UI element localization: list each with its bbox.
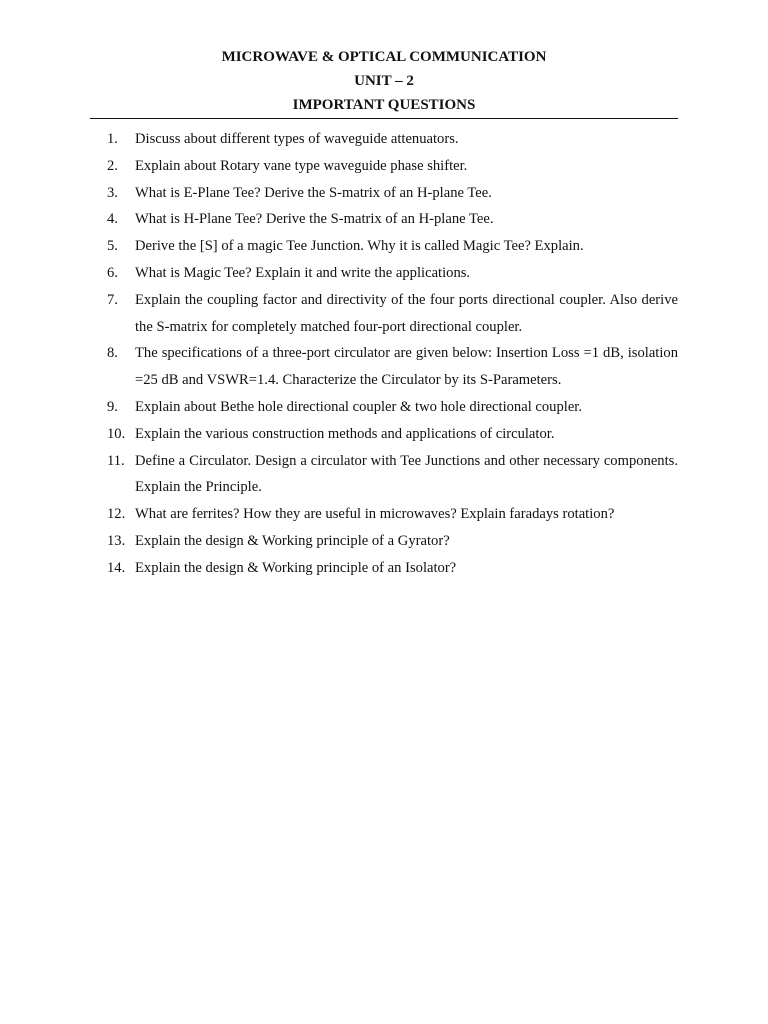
question-item bbox=[107, 233, 678, 260]
question-item bbox=[107, 153, 678, 180]
question-text: What are ferrites? How they are useful in microwaves? Explain faradays rotation? bbox=[135, 506, 615, 523]
question-number: 11. bbox=[107, 452, 125, 469]
question-text: Explain the various construction methods and applications of circulator. bbox=[135, 425, 555, 442]
question-number: 1. bbox=[107, 131, 118, 147]
question-text: The specifications of a three-port circulator are given below: Insertion Loss =1 dB, isolation =25 dB and VSWR=1.4. Characterize the Circulator by its S-Parameters. bbox=[135, 345, 678, 389]
question-item bbox=[107, 528, 678, 555]
question-item bbox=[107, 421, 678, 448]
question-text: Discuss about different types of waveguide attenuators. bbox=[135, 131, 459, 147]
question-text: What is H-Plane Tee? Derive the S-matrix of an H-plane Tee. bbox=[135, 211, 494, 228]
question-number: 5. bbox=[107, 238, 118, 255]
question-item bbox=[107, 448, 678, 502]
question-number: 3. bbox=[107, 184, 118, 201]
question-item bbox=[107, 340, 678, 394]
question-text: Explain the coupling factor and directivity of the four ports directional coupler. Also derive the S-matrix for completely matched four-port directional coupler. bbox=[135, 291, 678, 335]
question-number: 8. bbox=[107, 345, 118, 362]
question-item bbox=[107, 126, 678, 153]
question-number: 4. bbox=[107, 211, 118, 228]
question-number: 14. bbox=[107, 559, 126, 576]
question-number: 10. bbox=[107, 425, 126, 442]
section-title: IMPORTANT QUESTIONS bbox=[292, 97, 476, 113]
document-header bbox=[0, 45, 768, 117]
question-item bbox=[107, 394, 678, 421]
question-text: Explain the design & Working principle of an Isolator? bbox=[135, 559, 457, 576]
question-number: 12. bbox=[107, 506, 126, 523]
question-list bbox=[107, 126, 678, 582]
question-item bbox=[107, 555, 678, 582]
question-text: Explain the design & Working principle of a Gyrator? bbox=[135, 532, 450, 549]
question-number: 13. bbox=[107, 532, 126, 549]
question-text: What is Magic Tee? Explain it and write the applications. bbox=[135, 264, 471, 281]
question-item bbox=[107, 501, 678, 528]
question-item bbox=[107, 180, 678, 207]
question-item bbox=[107, 206, 678, 233]
question-text: Derive the [S] of a magic Tee Junction. Why it is called Magic Tee? Explain. bbox=[135, 238, 584, 255]
unit-label: UNIT – 2 bbox=[354, 73, 414, 89]
question-number: 2. bbox=[107, 157, 118, 174]
question-text: Explain about Rotary vane type waveguide phase shifter. bbox=[135, 157, 468, 174]
question-text: Define a Circulator. Design a circulator with Tee Junctions and other necessary components. Explain the Principle. bbox=[135, 452, 678, 496]
header-divider bbox=[90, 118, 678, 119]
question-text: Explain about Bethe hole directional coupler & two hole directional coupler. bbox=[135, 398, 582, 415]
question-number: 6. bbox=[107, 264, 118, 281]
question-text: What is E-Plane Tee? Derive the S-matrix of an H-plane Tee. bbox=[135, 184, 492, 201]
question-item bbox=[107, 287, 678, 341]
question-number: 7. bbox=[107, 291, 118, 308]
course-title: MICROWAVE & OPTICAL COMMUNICATION bbox=[221, 49, 547, 65]
question-item bbox=[107, 260, 678, 287]
question-number: 9. bbox=[107, 398, 118, 415]
